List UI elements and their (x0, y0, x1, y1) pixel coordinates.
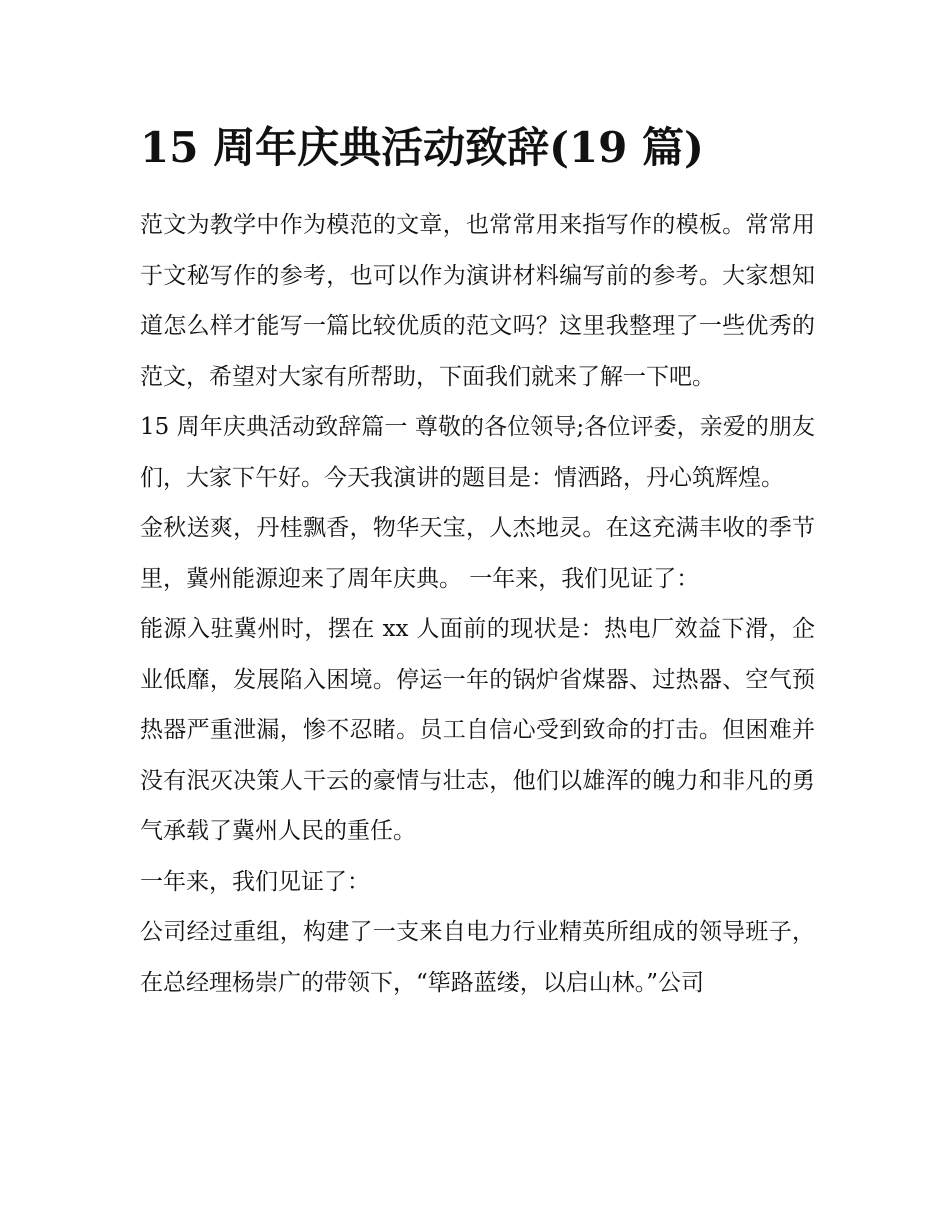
autumn-paragraph: 金秋送爽，丹桂飘香，物华天宝，人杰地灵。在这充满丰收的季节里，冀州能源迎来了周年庆典。 一年来，我们见证了： (140, 515, 815, 592)
document-title: 15 周年庆典活动致辞(19 篇) (140, 123, 704, 172)
company-paragraph: 公司经过重组，构建了一支来自电力行业精英所组成的领导班子，在总经理杨崇广的带领下，“筚路蓝缕，以启山林。”公司 (140, 919, 815, 996)
situation-paragraph: 能源入驻冀州时，摆在 xx 人面前的现状是：热电厂效益下滑，企业低靡，发展陷入困境。停运一年的锅炉省煤器、过热器、空气预热器严重泄漏，惨不忍睹。员工自信心受到致命的打击。但困难并没有泯灭决策人干云的豪情与壮志，他们以雄浑的魄力和非凡的勇气承载了冀州人民的重任。 (140, 616, 815, 844)
speech-opening-paragraph: 15 周年庆典活动致辞篇一 尊敬的各位领导;各位评委，亲爱的朋友们，大家下午好。今天我演讲的题目是：情洒路，丹心筑辉煌。 (140, 414, 815, 491)
intro-paragraph: 范文为教学中作为模范的文章，也常常用来指写作的模板。常常用于文秘写作的参考，也可以作为演讲材料编写前的参考。大家想知道怎么样才能写一篇比较优质的范文吗？这里我整理了一些优秀的范文，希望对大家有所帮助，下面我们就来了解一下吧。 (140, 212, 815, 390)
witness-paragraph: 一年来，我们见证了： (140, 868, 370, 895)
document-body (140, 116, 815, 1008)
